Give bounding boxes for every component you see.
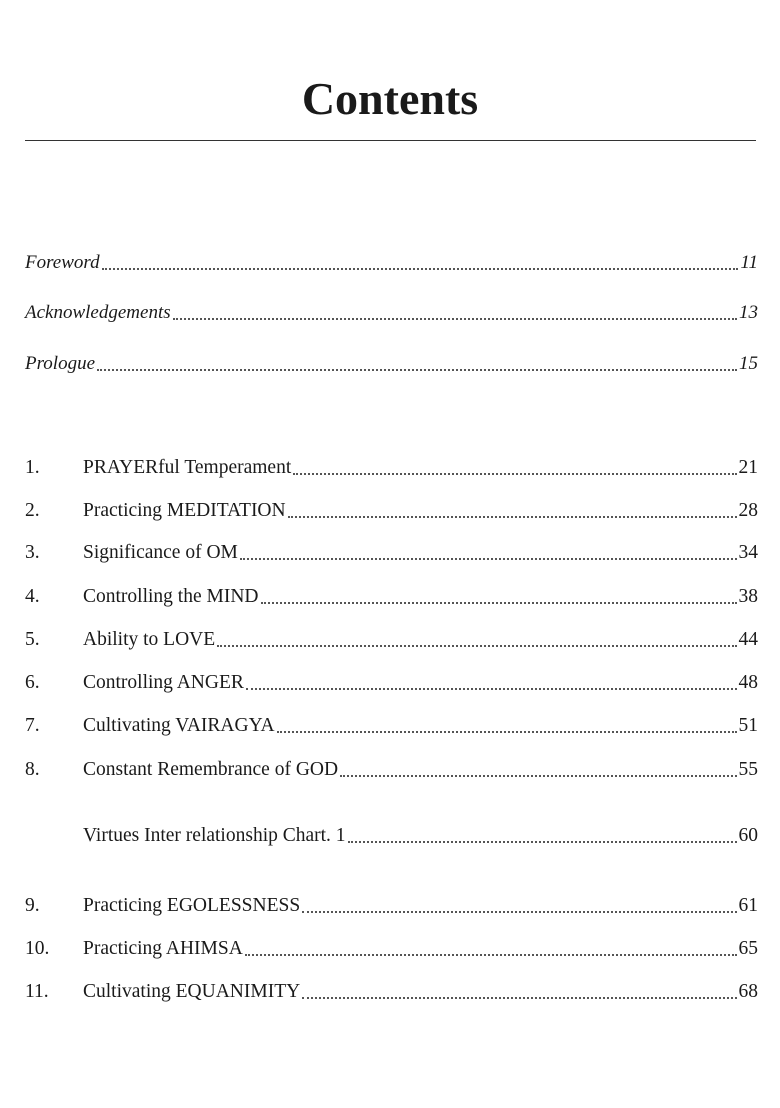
chapter-number: 11.: [25, 981, 49, 1002]
chapter-number: 3.: [25, 542, 40, 563]
dot-leader: [240, 558, 737, 560]
chapter-number: 1.: [25, 457, 40, 478]
toc-entry-chapter[interactable]: [25, 936, 758, 962]
toc-entry-acknowledgements[interactable]: [25, 300, 758, 326]
chapter-number: 9.: [25, 895, 40, 916]
entry-label: Practicing AHIMSA: [83, 938, 243, 959]
entry-page: 51: [738, 715, 758, 736]
title-divider: [25, 140, 756, 141]
toc-entry-chart[interactable]: [25, 823, 758, 849]
toc-entry-chapter[interactable]: [25, 627, 758, 653]
entry-page: 28: [738, 500, 758, 521]
dot-leader: [348, 841, 737, 843]
entry-page: 21: [738, 457, 758, 478]
entry-page: 11: [740, 252, 758, 273]
entry-page: 34: [738, 542, 758, 563]
toc-entry-chapter[interactable]: [25, 979, 758, 1005]
entry-page: 65: [738, 938, 758, 959]
entry-page: 15: [739, 353, 758, 374]
entry-page: 55: [738, 759, 758, 780]
dot-leader: [217, 645, 736, 647]
chapter-number: 6.: [25, 672, 40, 693]
entry-label: PRAYERful Temperament: [83, 457, 292, 478]
entry-label: Controlling the MIND: [83, 586, 259, 607]
dot-leader: [302, 911, 736, 913]
entry-label: Prologue: [25, 353, 96, 374]
entry-label: Significance of OM: [83, 542, 238, 563]
toc-entry-chapter[interactable]: [25, 757, 758, 783]
toc-entry-chapter[interactable]: [25, 540, 758, 566]
dot-leader: [340, 775, 736, 777]
chapter-number: 4.: [25, 586, 40, 607]
dot-leader: [246, 688, 737, 690]
entry-label: Practicing MEDITATION: [83, 500, 286, 521]
dot-leader: [277, 731, 737, 733]
dot-leader: [173, 318, 737, 320]
entry-page: 44: [738, 629, 758, 650]
entry-label: Ability to LOVE: [83, 629, 216, 650]
toc-entry-chapter[interactable]: [25, 670, 758, 696]
entry-label: Controlling ANGER: [83, 672, 244, 693]
entry-label: Cultivating EQUANIMITY: [83, 981, 301, 1002]
page-title: Contents: [301, 73, 479, 124]
chapter-number: 2.: [25, 500, 40, 521]
toc-entry-foreword[interactable]: [25, 250, 758, 276]
entry-label: Virtues Inter relationship Chart. 1: [83, 825, 346, 846]
entry-page: 60: [738, 825, 758, 846]
dot-leader: [302, 997, 736, 999]
dot-leader: [288, 516, 737, 518]
dot-leader: [293, 473, 736, 475]
toc-entry-chapter[interactable]: [25, 584, 758, 610]
chapter-number: 8.: [25, 759, 40, 780]
chapter-number: 7.: [25, 715, 40, 736]
entry-page: 48: [738, 672, 758, 693]
toc-entry-prologue[interactable]: [25, 351, 758, 377]
toc-entry-chapter[interactable]: [25, 498, 758, 524]
toc-entry-chapter[interactable]: [25, 455, 758, 481]
entry-label: Acknowledgements: [25, 302, 171, 323]
entry-label: Cultivating VAIRAGYA: [83, 715, 275, 736]
chapter-number: 10.: [25, 938, 50, 959]
entry-label: Constant Remembrance of GOD: [83, 759, 339, 780]
entry-page: 38: [738, 586, 758, 607]
entry-label: Practicing EGOLESSNESS: [83, 895, 301, 916]
dot-leader: [97, 369, 737, 371]
entry-page: 61: [738, 895, 758, 916]
toc-entry-chapter[interactable]: [25, 713, 758, 739]
entry-label: Foreword: [25, 252, 100, 273]
dot-leader: [102, 268, 739, 270]
entry-page: 13: [739, 302, 758, 323]
toc-entry-chapter[interactable]: [25, 893, 758, 919]
dot-leader: [245, 954, 737, 956]
chapter-number: 5.: [25, 629, 40, 650]
entry-page: 68: [738, 981, 758, 1002]
dot-leader: [261, 602, 737, 604]
